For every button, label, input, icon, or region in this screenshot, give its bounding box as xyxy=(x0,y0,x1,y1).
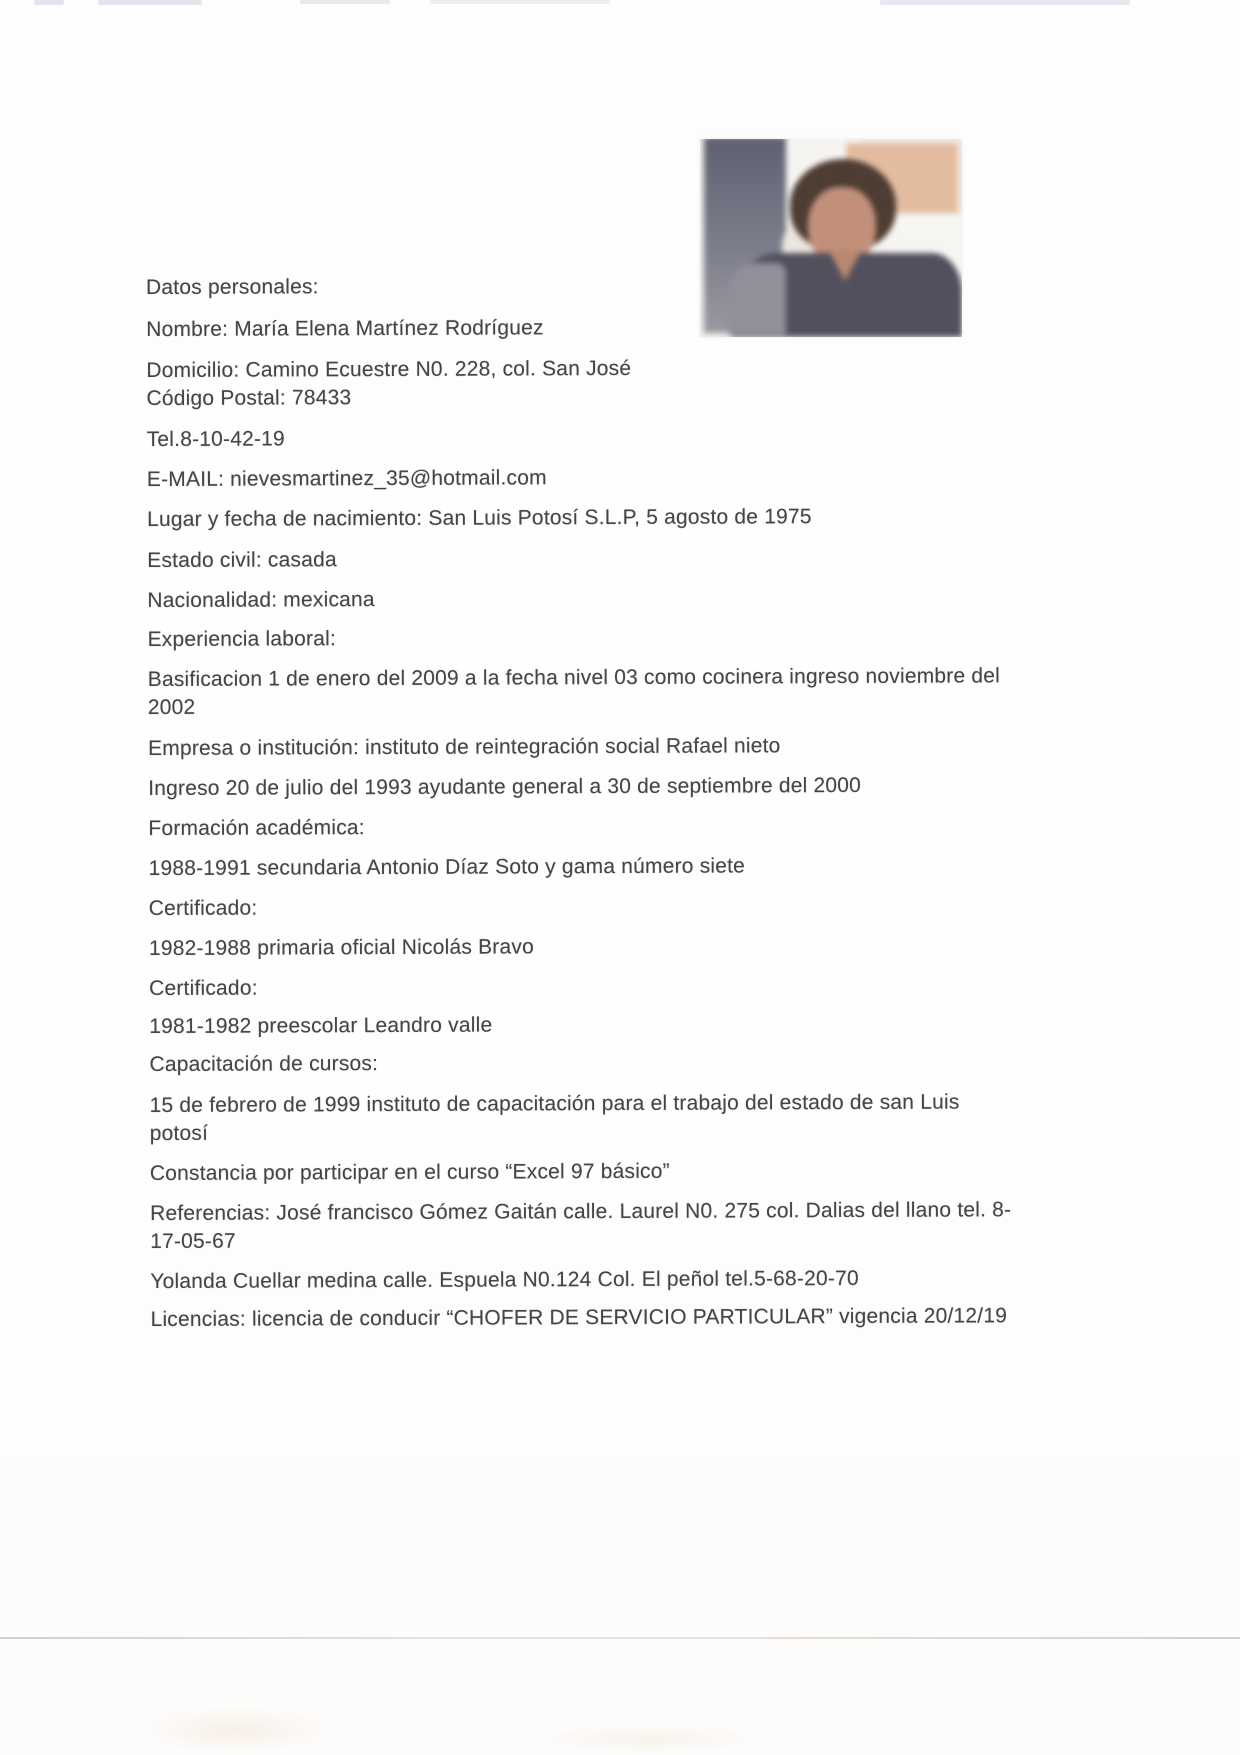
text-line: 1988-1991 secundaria Antonio Díaz Soto y gama número siete xyxy=(148,854,746,881)
scan-smudge xyxy=(140,1706,330,1754)
text-line: 1981-1982 preescolar Leandro valle xyxy=(149,1013,493,1039)
text-line: 2002 xyxy=(147,695,196,720)
text-line: Yolanda Cuellar medina calle. Espuela N0.124 Col. El peñol tel.5-68-20-70 xyxy=(150,1266,859,1294)
text-line: potosí xyxy=(149,1121,209,1146)
scan-smudge xyxy=(540,1724,760,1754)
text-line: Lugar y fecha de nacimiento: San Luis Potosí S.L.P, 5 agosto de 1975 xyxy=(146,505,812,532)
text-line: Datos personales: xyxy=(145,275,319,300)
text-line: Nacionalidad: mexicana xyxy=(147,588,375,613)
text-line: Domicilio: Camino Ecuestre N0. 228, col. San José xyxy=(146,356,632,383)
text-line: Ingreso 20 de julio del 1993 ayudante general a 30 de septiembre del 2000 xyxy=(148,773,862,801)
text-line: Estado civil: casada xyxy=(147,548,337,573)
text-line: Certificado: xyxy=(148,896,258,921)
text-line: Código Postal: 78433 xyxy=(146,386,352,411)
text-line: Formación académica: xyxy=(148,816,365,841)
text-line: Certificado: xyxy=(149,976,258,1001)
text-line: Basificacion 1 de enero del 2009 a la fecha nivel 03 como cocinera ingreso noviembre del xyxy=(147,664,1001,692)
text-line: Nombre: María Elena Martínez Rodríguez xyxy=(146,316,544,342)
text-line: Licencias: licencia de conducir “CHOFER DE SERVICIO PARTICULAR” vigencia 20/12/19 xyxy=(150,1304,1008,1332)
text-line: Experiencia laboral: xyxy=(147,627,337,652)
text-line: 17-05-67 xyxy=(150,1229,236,1254)
scan-crease-line xyxy=(0,1637,1240,1639)
text-line: 1982-1988 primaria oficial Nicolás Bravo xyxy=(148,935,534,961)
text-line: Empresa o institución: instituto de reintegración social Rafael nieto xyxy=(147,734,781,761)
text-line: E-MAIL: nievesmartinez_35@hotmail.com xyxy=(146,466,547,492)
text-line: Capacitación de cursos: xyxy=(149,1052,379,1077)
text-line: Tel.8-10-42-19 xyxy=(146,427,285,452)
text-line: 15 de febrero de 1999 instituto de capacitación para el trabajo del estado de san Luis xyxy=(149,1090,960,1118)
text-line: Constancia por participar en el curso “Excel 97 básico” xyxy=(149,1159,670,1186)
text-line: Referencias: José francisco Gómez Gaitán calle. Laurel N0. 275 col. Dalias del llano tel. 8- xyxy=(150,1198,1012,1226)
